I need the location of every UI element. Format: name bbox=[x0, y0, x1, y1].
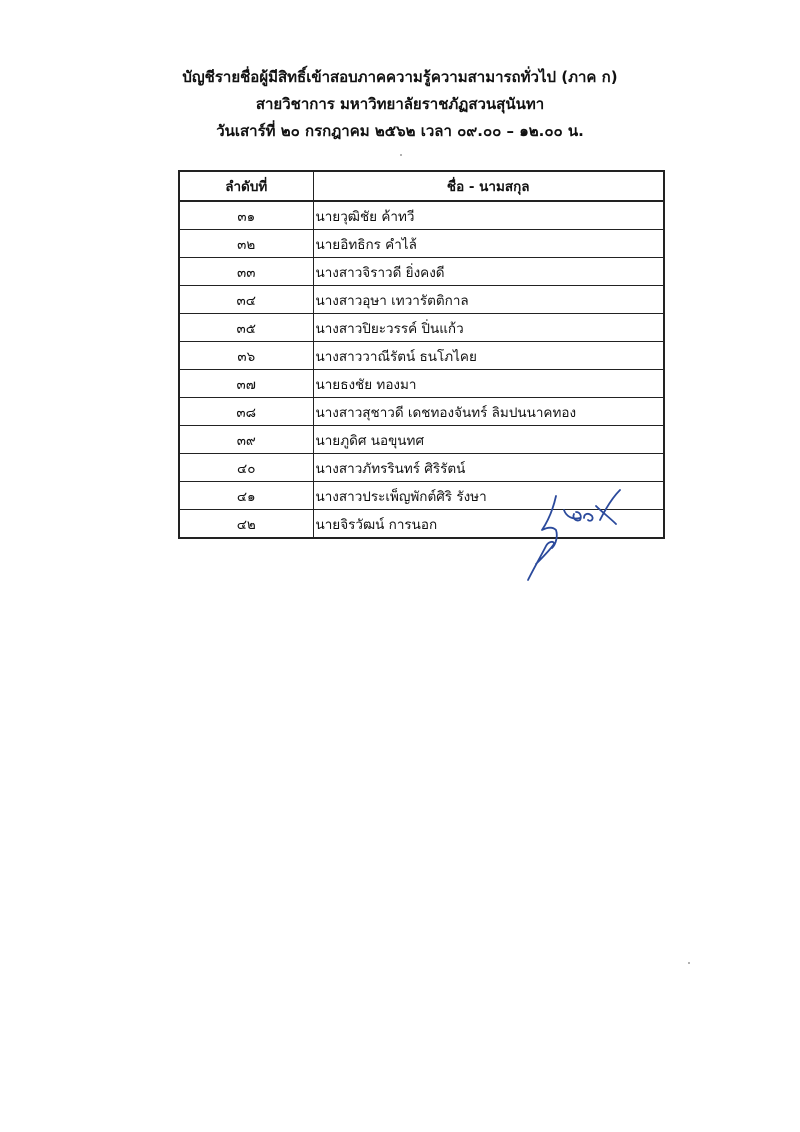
row-number: ๔๑ bbox=[179, 482, 313, 510]
table-row bbox=[179, 454, 664, 482]
table-row bbox=[179, 398, 664, 426]
row-number: ๔๒ bbox=[179, 510, 313, 539]
table-row bbox=[179, 258, 664, 286]
row-name: นางสาวอุษา เทวารัตติกาล bbox=[313, 286, 664, 314]
document-header bbox=[0, 64, 800, 145]
row-number: ๓๕ bbox=[179, 314, 313, 342]
row-number: ๓๖ bbox=[179, 342, 313, 370]
row-number: ๓๘ bbox=[179, 398, 313, 426]
row-name: นางสาวสุชาวดี เดชทองจันทร์ ลิมปนนาคทอง bbox=[313, 398, 664, 426]
column-header-number: ลำดับที่ bbox=[179, 171, 313, 201]
row-number: ๓๓ bbox=[179, 258, 313, 286]
signature-mark bbox=[512, 484, 632, 586]
row-number: ๓๗ bbox=[179, 370, 313, 398]
scan-speck bbox=[688, 962, 690, 964]
table-row bbox=[179, 370, 664, 398]
department-line: สายวิชาการ มหาวิทยาลัยราชภัฏสวนสุนันทา bbox=[255, 95, 545, 113]
row-name: นางสาวภัทรรินทร์ ศิริรัตน์ bbox=[313, 454, 664, 482]
document-title: บัญชีรายชื่อผู้มีสิทธิ์เข้าสอบภาคความรู้ความสามารถทั่วไป (ภาค ก) bbox=[182, 68, 618, 86]
row-name: นางสาววาณีรัตน์ ธนโภไคย bbox=[313, 342, 664, 370]
row-name: นายวุฒิชัย ค้าทวี bbox=[313, 201, 664, 230]
row-number: ๓๙ bbox=[179, 426, 313, 454]
row-name: นางสาวจิราวดี ยิ่งคงดี bbox=[313, 258, 664, 286]
row-name: นางสาวประเพ็ญพักต์ศิริ รังษา bbox=[313, 482, 664, 510]
table-row bbox=[179, 342, 664, 370]
table-row bbox=[179, 230, 664, 258]
row-number: ๓๒ bbox=[179, 230, 313, 258]
row-number: ๓๔ bbox=[179, 286, 313, 314]
table-row bbox=[179, 286, 664, 314]
scan-speck bbox=[400, 154, 402, 156]
row-number: ๓๑ bbox=[179, 201, 313, 230]
table-row bbox=[179, 201, 664, 230]
row-name: นางสาวปิยะวรรค์ ปิ่นแก้ว bbox=[313, 314, 664, 342]
row-name: นายอิทธิกร คำไล้ bbox=[313, 230, 664, 258]
table-row bbox=[179, 314, 664, 342]
exam-date-line: วันเสาร์ที่ ๒๐ กรกฎาคม ๒๕๖๒ เวลา ๐๙.๐๐ – ๑๒.๐๐ น. bbox=[216, 122, 584, 140]
column-header-name: ชื่อ - นามสกุล bbox=[313, 171, 664, 201]
row-name: นายภูดิศ นอขุนทศ bbox=[313, 426, 664, 454]
row-number: ๔๐ bbox=[179, 454, 313, 482]
row-name: นายธงชัย ทองมา bbox=[313, 370, 664, 398]
table-header-row bbox=[179, 171, 664, 201]
row-name: นายจิรวัฒน์ การนอก bbox=[313, 510, 664, 539]
table-row bbox=[179, 426, 664, 454]
